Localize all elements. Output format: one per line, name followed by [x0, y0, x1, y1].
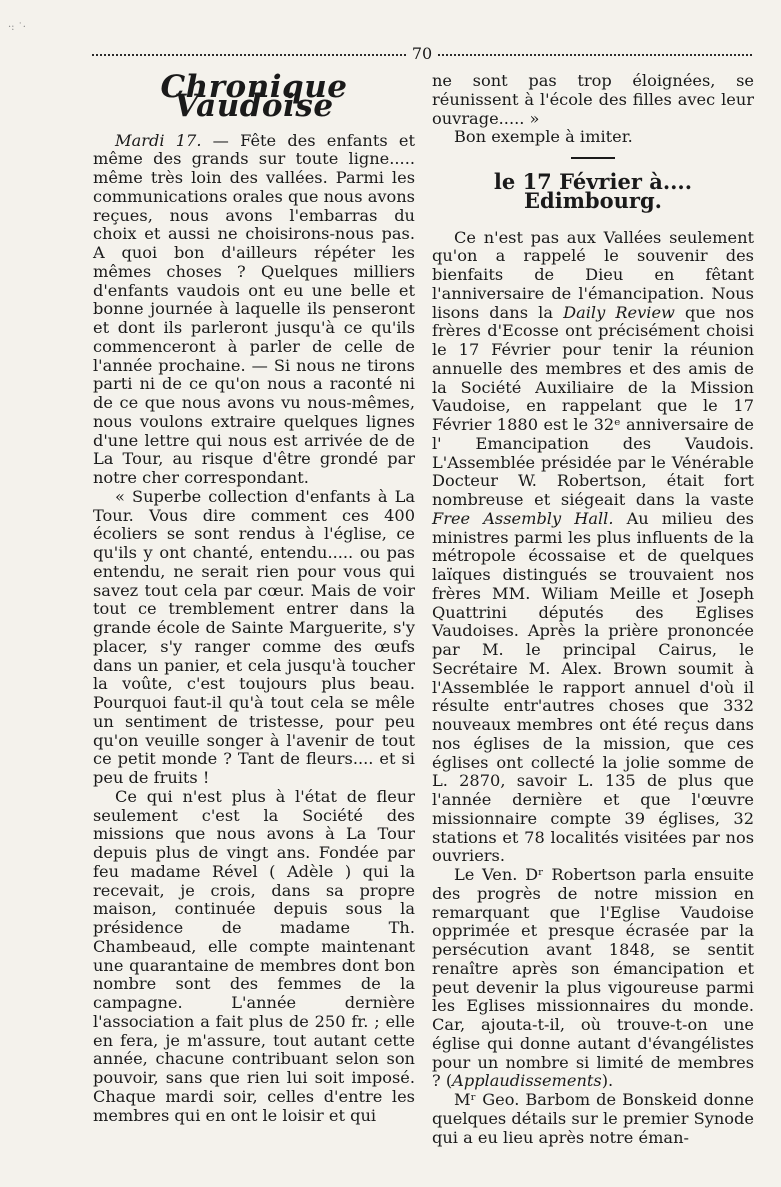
paragraph-text: — Fête des enfants et même des grands sur toute ligne..... même très loin des vallées. Parmi les communications orales que nous avons reçues, nous avons l'embarras du choix et aussi ne choisirons-nous pas. A quoi bon d'ailleurs répéter les mêmes choses ? Quelques milliers d'enfants vaudois ont eu une belle et bonne journée à laquelle ils penseront et dont ils parleront jusqu'à ce qu'ils commenceront à parler de celle de l'année prochaine. — Si nous ne tirons parti ni de ce qu'on nous a raconté ni de ce que nous avons vu nous-mêmes, nous voulons extraire quelques lignes d'une lettre qui nous est arrivée de de La Tour, au risque d'être grondé par notre cher correspondant.: [93, 130, 415, 487]
article-title: le 17 Février à.... Edimbourg.: [493, 169, 693, 213]
ink-smudge: ·: ˙·: [8, 22, 26, 33]
right-column: [432, 72, 754, 1147]
article-paragraph-2: [432, 866, 754, 1091]
closing-remark: Bon exemple à imiter.: [454, 127, 633, 147]
continued-text: ne sont pas trop éloignées, se réunissent à l'école des filles avec leur ouvrage..... »: [432, 71, 754, 128]
header-rule-right: [438, 48, 752, 56]
paragraph-1: [93, 132, 415, 488]
text-run: Le Ven. Dʳ Robertson parla ensuite des progrès de notre mission en remarquant que l'Eglise Vaudoise opprimée et presque écrasée par la persécution avant 1848, se sentit renaître après son émancipation et peut devenir la plus vigoureuse parmi les Eglises missionnaires du monde. Car, ajouta-t-il, où trouve-t-on une église qui donne autant d'évangélistes pour un nombre si limité de membres ? (: [432, 865, 754, 1091]
header-rule-left: [92, 48, 406, 56]
page-header: [92, 44, 752, 64]
text-run: Au milieu des ministres parmi les plus influents de la métropole écossaise et de quelques laïques distingués se trouvaient nos frères MM. Wiliam Meille et Joseph Quattrini députés des Eglises Vaudoises. Après la prière prononcée par M. le principal Cairus, le Secrétaire M. Alex. Brown soumit à l'Assemblée le rapport annuel d'où il résulte entr'autres choses que 332 nouveaux membres ont été reçus dans nos églises de la mission, que ces églises ont collecté la jolie somme de L. 2870, savoir L. 135 de plus que l'année dernière et que l'œuvre missionnaire compte 39 églises, 32 stations et 78 localités visitées par nos ouvriers.: [432, 508, 754, 866]
text-run: ).: [601, 1071, 614, 1091]
date-lead: Mardi 17.: [115, 130, 202, 150]
left-column: [93, 69, 415, 1125]
article-paragraph-1: [432, 229, 754, 867]
paragraph-2: [93, 488, 415, 788]
paragraph-text: « Superbe collection d'enfants à La Tour. Vous dire comment ces 400 écoliers se sont rendus à l'église, ce qu'ils y ont chanté, entendu..... ou pas entendu, ne serait rien pour vous qui savez tout cela par cœur. Mais de voir tout ce tremblement entrer dans la grande école de Sainte Marguerite, s'y placer, s'y ranger comme des œufs dans un panier, et cela jusqu'à toucher la voûte, c'est toujours plus beau. Pourquoi faut-il qu'à tout cela se mêle un sentiment de tristesse, pour peu qu'on veuille songer à l'avenir de tout ce petit monde ? Tant de fleurs.... et si peu de fruits !: [93, 486, 415, 787]
left-paragraphs: [93, 132, 415, 1126]
paragraph-text: Ce qui n'est plus à l'état de fleur seulement c'est la Société des missions que nous avons à La Tour depuis plus de vingt ans. Fondée par feu madame Rével ( Adèle ) qui la recevait, je crois, dans sa propre maison, continuée depuis sous la présidence de madame Th. Chambeaud, elle compte maintenant une quarantaine de membres dont bon nombre sont des femmes de la campagne. L'année dernière l'association a fait plus de 250 fr. ; elle en fera, je m'assure, tout autant cette année, chacune contribuant selon son pouvoir, sans que rien lui soit imposé. Chaque mardi soir, celles d'entre les membres qui en ont le loisir et qui: [93, 786, 415, 1125]
paragraph-3: [93, 788, 415, 1126]
italic-title: Daily Review: [563, 302, 675, 322]
italic-title: Applaudissements: [452, 1071, 602, 1091]
text-run: que nos frères d'Ecosse ont précisément choisi le 17 Février pour tenir la réunion annuelle des membres et des amis de la Société Auxiliaire de la Mission Vaudoise, en rappelant que le 17 Février 1880 est le 32ᵉ anniversaire de l' Emancipation des Vaudois. L'Assemblée présidée par le Vénérable Docteur W. Robertson, était fort nombreuse et siégeait dans la vaste: [432, 302, 755, 509]
separator-rule: [571, 157, 615, 159]
text-run: Ce n'est pas aux Vallées seulement qu'on a rappelé le souvenir des bienfaits de Dieu en fêtant l'anniversaire de l'émancipation. Nous lisons dans la: [432, 227, 754, 322]
section-title: Chronique Vaudoise: [160, 69, 348, 124]
italic-title: Free Assembly Hall.: [432, 508, 614, 528]
page-number: 70: [411, 44, 433, 63]
article-paragraph-3: Mʳ Geo. Barbom de Bonskeid donne quelques détails sur le premier Synode qui a eu lieu après notre éman-: [432, 1090, 754, 1147]
